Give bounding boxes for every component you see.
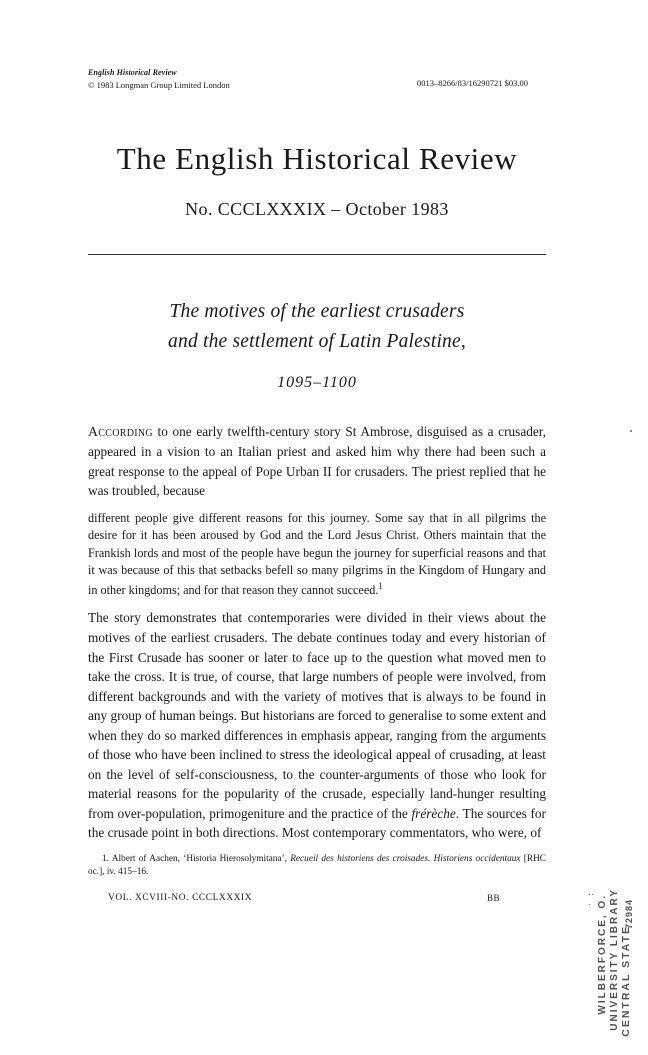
page-content — [88, 68, 546, 903]
footnote-block — [88, 853, 546, 879]
opening-small-caps: According — [88, 423, 153, 439]
block-quote-text: different people give different reasons for this journey. Some say that in all pilgrims the desire for it has been aroused by God and the Lord Jesus Christ. Others maintain that the Frankish lords and most of the people have begun the journey for superficial reasons and that it was because of this that setbacks befell so many pilgrims in the Kingdom of Hungary and in other kingdoms; and for that reason they cannot succeed. — [88, 510, 546, 597]
library-stamp — [588, 887, 634, 1037]
library-stamp-mark: ·· · — [588, 889, 594, 909]
footnote-text-b: [RHC oc.], iv. 415–16. — [88, 853, 547, 877]
article-date-range: 1095–1100 — [277, 373, 357, 391]
running-foot — [88, 893, 546, 903]
signature-mark: BB — [486, 892, 500, 903]
article-title-line-2: and the settlement of Latin Palestine, — [168, 331, 466, 353]
journal-title: The English Historical Review — [116, 141, 518, 177]
masthead-issn: 0013–8266/83/16290721 $03.00 — [417, 78, 528, 88]
library-stamp-number: 72984 — [624, 898, 634, 929]
block-quote — [88, 510, 546, 600]
issue-line: No. CCCLXXXIX – October 1983 — [185, 199, 449, 220]
library-stamp-line-1: CENTRAL STATE — [620, 925, 632, 1037]
horizontal-rule — [88, 254, 546, 255]
paragraph-2 — [88, 608, 546, 842]
footnote-text-a: Albert of Aachen, ‘Historia Hierosolymitana’, — [108, 853, 291, 864]
masthead-journal-name: English Historical Review — [88, 68, 177, 77]
article-title-line-1: The motives of the earliest crusaders — [169, 301, 465, 323]
masthead-left — [88, 68, 230, 91]
volume-number-line: VOL. XCVIII-NO. CCCLXXXIX — [108, 892, 253, 903]
article-body — [88, 422, 546, 843]
footnote-reference-1: 1 — [378, 580, 383, 591]
paragraph-2-italic-term: frérèche — [411, 805, 456, 821]
paragraph-1-text: to one early twelfth-century story St Ambrose, disguised as a crusader, appeared in a vision to an Italian priest and asked him why there had been such a great response to the appeal of Pope Urban II for crusaders. The priest replied that he was troubled, because — [88, 423, 546, 499]
paragraph-2-text-b: . The sources for the crusade point in both directions. Most contemporary commentators, who were, of — [88, 805, 546, 841]
library-stamp-line-2: UNIVERSITY LIBRARY — [609, 888, 620, 1031]
footnote-source-italic-b: Historiens occidentaux — [433, 853, 521, 864]
footnote-source-italic-a: Recueil des historiens des croisades. — [290, 853, 431, 864]
masthead-copyright: © 1983 Longman Group Limited London — [88, 79, 230, 90]
masthead — [88, 68, 546, 91]
footnote-number: 1. — [102, 853, 109, 864]
article-title — [88, 297, 546, 357]
paragraph-1 — [88, 422, 546, 501]
page-edge-speck — [630, 430, 632, 432]
paragraph-2-text-a: The story demonstrates that contemporaries were divided in their views about the motives of the earliest crusaders. The debate continues today and every historian of the First Crusade has sooner or later to face up to the question what moved men to take the cross. It is true, of course, that large numbers of people were involved, from different backgrounds and with the variety of motives that is always to be found in any group of human beings. But historians are forced to generalise to some extent and when they do so marked differences in emphasis appear, ranging from the arguments of those who have been inclined to stress the ideological appeal of crusading, at least on the level of self-consciousness, to the counter-arguments of those who look for material reasons for the popularity of the crusade, especially land-hunger resulting from over-population, primogeniture and the practice of the — [88, 610, 546, 821]
library-stamp-line-3: WILBERFORCE, O. — [597, 894, 608, 1015]
